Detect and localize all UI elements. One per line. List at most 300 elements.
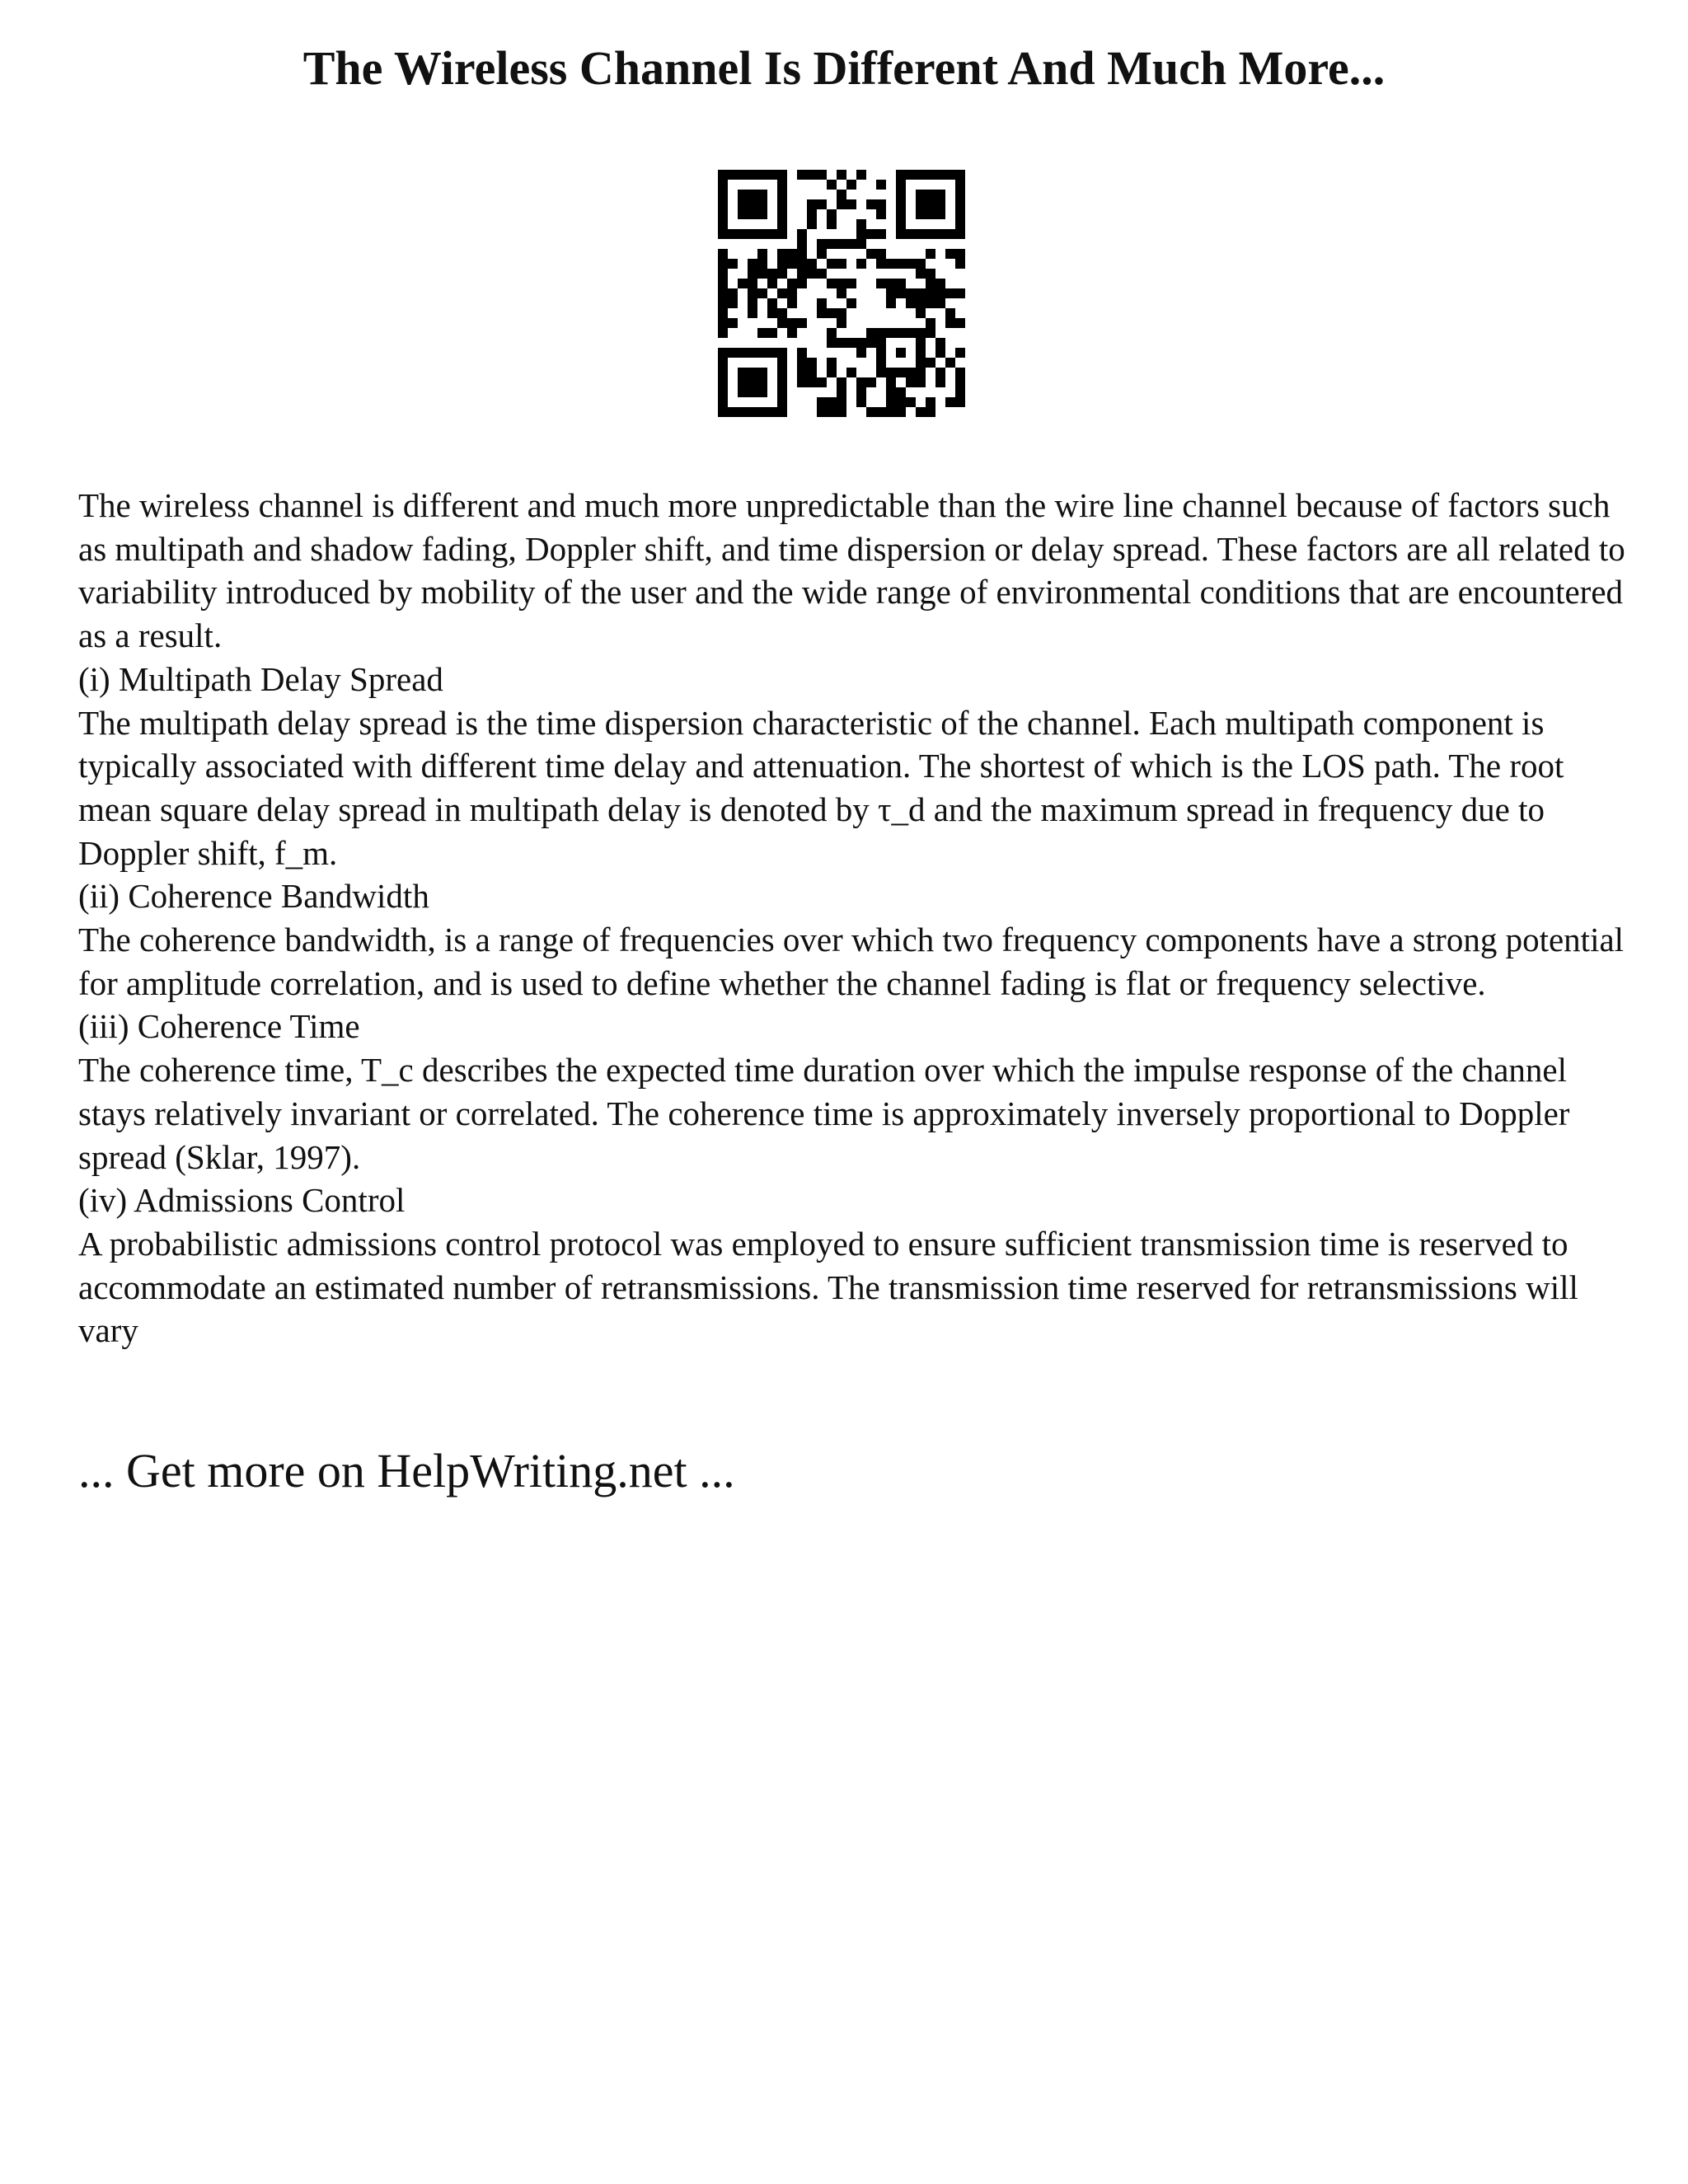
- qr-module: [827, 259, 837, 269]
- intro-paragraph: The wireless channel is different and much more unpredictable than the wire line channel because of factors such as multipath and shadow fading, Doppler shift, and time dispersion or delay spread. These factors are all related to variability introduced by mobility of the user and the wide range of environmental conditions that are encountered as a result.: [78, 486, 1625, 655]
- qr-module: [955, 170, 965, 180]
- qr-module: [728, 288, 738, 298]
- helpwriting-link[interactable]: ... Get more on HelpWriting.net ...: [78, 1444, 735, 1497]
- qr-module: [728, 318, 738, 328]
- qr-module: [876, 338, 886, 348]
- qr-module: [896, 328, 906, 338]
- qr-module: [837, 239, 846, 249]
- qr-module: [827, 279, 837, 288]
- qr-module: [728, 229, 738, 239]
- qr-module: [718, 259, 728, 269]
- qr-module: [777, 407, 787, 417]
- qr-module: [856, 338, 866, 348]
- qr-module: [837, 377, 846, 387]
- qr-module: [757, 348, 767, 358]
- qr-module: [777, 348, 787, 358]
- qr-module: [926, 407, 935, 417]
- qr-module: [856, 170, 866, 180]
- qr-module: [837, 397, 846, 407]
- qr-module: [777, 259, 787, 269]
- qr-module: [896, 219, 906, 229]
- qr-module: [787, 318, 797, 328]
- qr-module: [817, 407, 827, 417]
- qr-module: [926, 209, 935, 219]
- qr-module: [757, 190, 767, 199]
- qr-module: [797, 377, 807, 387]
- qr-module: [926, 288, 935, 298]
- qr-module: [738, 279, 748, 288]
- qr-module: [935, 229, 945, 239]
- qr-module: [935, 279, 945, 288]
- qr-module: [718, 279, 728, 288]
- qr-module: [906, 368, 916, 377]
- qr-module: [718, 199, 728, 209]
- qr-module: [935, 209, 945, 219]
- qr-module: [846, 239, 856, 249]
- qr-module: [787, 279, 797, 288]
- qr-module: [945, 170, 955, 180]
- qr-module: [926, 318, 935, 328]
- qr-module: [955, 387, 965, 397]
- qr-module: [738, 229, 748, 239]
- qr-module: [718, 387, 728, 397]
- qr-module: [807, 358, 817, 368]
- qr-module: [846, 298, 856, 308]
- qr-module: [945, 358, 955, 368]
- qr-module: [945, 318, 955, 328]
- qr-module: [718, 368, 728, 377]
- qr-module: [757, 269, 767, 279]
- qr-module: [955, 368, 965, 377]
- qr-module: [955, 209, 965, 219]
- qr-module: [896, 209, 906, 219]
- qr-module: [817, 269, 827, 279]
- qr-module: [856, 397, 866, 407]
- qr-module: [748, 308, 757, 318]
- qr-module: [876, 249, 886, 259]
- qr-module: [926, 298, 935, 308]
- qr-module: [926, 199, 935, 209]
- qr-module: [916, 328, 926, 338]
- qr-module: [955, 318, 965, 328]
- qr-module: [728, 259, 738, 269]
- qr-module: [777, 288, 787, 298]
- qr-module: [817, 249, 827, 259]
- qr-module: [738, 209, 748, 219]
- qr-module: [718, 288, 728, 298]
- qr-module: [767, 269, 777, 279]
- qr-module: [945, 229, 955, 239]
- qr-module: [777, 229, 787, 239]
- qr-module: [797, 348, 807, 358]
- qr-module: [886, 368, 896, 377]
- qr-module: [787, 288, 797, 298]
- qr-module: [757, 170, 767, 180]
- qr-module: [777, 377, 787, 387]
- qr-module: [748, 199, 757, 209]
- qr-module: [926, 279, 935, 288]
- qr-module: [807, 259, 817, 269]
- qr-module: [886, 377, 896, 387]
- qr-module: [767, 279, 777, 288]
- section-heading-coherence-bandwidth: (ii) Coherence Bandwidth: [78, 877, 429, 916]
- qr-module: [777, 397, 787, 407]
- qr-module: [718, 219, 728, 229]
- qr-module: [955, 288, 965, 298]
- qr-module: [916, 209, 926, 219]
- qr-module: [837, 318, 846, 328]
- qr-module: [718, 397, 728, 407]
- qr-module: [896, 229, 906, 239]
- qr-module: [827, 397, 837, 407]
- qr-module: [787, 249, 797, 259]
- qr-module: [837, 288, 846, 298]
- qr-module: [748, 190, 757, 199]
- qr-module: [757, 288, 767, 298]
- qr-module: [748, 348, 757, 358]
- qr-module: [916, 170, 926, 180]
- qr-module: [728, 170, 738, 180]
- qr-module: [896, 180, 906, 190]
- qr-module: [896, 397, 906, 407]
- qr-module: [896, 170, 906, 180]
- qr-module: [767, 229, 777, 239]
- qr-module: [757, 259, 767, 269]
- coherence-bandwidth-paragraph: The coherence bandwidth, is a range of frequencies over which two frequency components have a strong potential for amplitude correlation, and is used to define whether the channel fading is flat or frequency selective.: [78, 921, 1625, 1002]
- qr-module: [896, 368, 906, 377]
- qr-module: [866, 407, 876, 417]
- qr-module: [777, 368, 787, 377]
- article-body: [78, 484, 1628, 1352]
- qr-module: [886, 259, 896, 269]
- qr-module: [807, 269, 817, 279]
- qr-module: [738, 387, 748, 397]
- qr-module: [807, 368, 817, 377]
- section-heading-coherence-time: (iii) Coherence Time: [78, 1007, 360, 1046]
- qr-module: [718, 407, 728, 417]
- qr-module: [876, 328, 886, 338]
- qr-module: [767, 328, 777, 338]
- qr-module: [748, 269, 757, 279]
- qr-module: [886, 387, 896, 397]
- qr-module: [757, 407, 767, 417]
- qr-module: [916, 338, 926, 348]
- qr-module: [876, 348, 886, 358]
- qr-module: [777, 269, 787, 279]
- qr-module: [718, 358, 728, 368]
- qr-module: [728, 348, 738, 358]
- qr-module: [935, 170, 945, 180]
- qr-module: [866, 338, 876, 348]
- section-heading-multipath-delay-spread: (i) Multipath Delay Spread: [78, 659, 443, 698]
- qr-module: [807, 199, 817, 209]
- qr-module: [767, 407, 777, 417]
- qr-module: [748, 279, 757, 288]
- qr-module: [718, 180, 728, 190]
- qr-module: [827, 358, 837, 368]
- qr-module: [837, 170, 846, 180]
- qr-module: [817, 170, 827, 180]
- qr-module: [906, 298, 916, 308]
- qr-module: [738, 199, 748, 209]
- qr-module: [896, 387, 906, 397]
- multipath-delay-spread-paragraph: The multipath delay spread is the time dispersion characteristic of the channel. Each multipath component is typically associated with different time delay and attenuation. The shortest of which is the LOS path. The root mean square delay spread in multipath delay is denoted by τ_d and the maximum spread in frequency due to Doppler shift, f_m.: [78, 703, 1564, 872]
- qr-module: [876, 180, 886, 190]
- qr-module: [926, 269, 935, 279]
- qr-module: [748, 387, 757, 397]
- qr-module: [738, 377, 748, 387]
- qr-module: [916, 199, 926, 209]
- qr-module: [748, 229, 757, 239]
- qr-module: [945, 288, 955, 298]
- qr-module: [955, 190, 965, 199]
- qr-module: [935, 338, 945, 348]
- qr-module: [876, 358, 886, 368]
- qr-module: [718, 190, 728, 199]
- qr-module: [886, 288, 896, 298]
- qr-module: [896, 199, 906, 209]
- qr-module: [718, 170, 728, 180]
- qr-module: [866, 328, 876, 338]
- qr-module: [738, 190, 748, 199]
- qr-module: [718, 328, 728, 338]
- qr-module: [886, 397, 896, 407]
- qr-module: [935, 190, 945, 199]
- qr-module: [935, 288, 945, 298]
- qr-module: [906, 229, 916, 239]
- qr-module: [896, 190, 906, 199]
- qr-module: [757, 249, 767, 259]
- qr-module: [748, 368, 757, 377]
- coherence-time-paragraph: The coherence time, T_c describes the expected time duration over which the impulse response of the channel stays relatively invariant or correlated. The coherence time is approximately inversely proportional to Doppler spread (Sklar, 1997).: [78, 1051, 1570, 1176]
- qr-module: [846, 338, 856, 348]
- qr-module: [837, 338, 846, 348]
- qr-module: [916, 348, 926, 358]
- qr-module: [817, 377, 827, 387]
- qr-module: [718, 249, 728, 259]
- qr-module: [935, 377, 945, 387]
- qr-module: [876, 407, 886, 417]
- page-title: The Wireless Channel Is Different And Much More...: [302, 41, 1386, 95]
- qr-module: [866, 377, 876, 387]
- qr-module: [797, 170, 807, 180]
- qr-module: [886, 407, 896, 417]
- qr-module: [945, 397, 955, 407]
- qr-module: [906, 170, 916, 180]
- qr-module: [827, 338, 837, 348]
- qr-module: [817, 239, 827, 249]
- qr-module: [738, 170, 748, 180]
- qr-code-graphic: [718, 170, 965, 417]
- qr-code-icon[interactable]: [718, 170, 965, 417]
- qr-module: [738, 348, 748, 358]
- qr-module: [856, 219, 866, 229]
- qr-module: [748, 407, 757, 417]
- qr-module: [787, 298, 797, 308]
- qr-module: [767, 348, 777, 358]
- qr-module: [866, 229, 876, 239]
- qr-module: [955, 249, 965, 259]
- qr-module: [827, 180, 837, 190]
- qr-module: [926, 229, 935, 239]
- qr-module: [718, 209, 728, 219]
- qr-module: [955, 219, 965, 229]
- qr-module: [837, 259, 846, 269]
- qr-module: [817, 397, 827, 407]
- qr-module: [827, 219, 837, 229]
- qr-module: [916, 190, 926, 199]
- qr-module: [837, 279, 846, 288]
- qr-module: [886, 298, 896, 308]
- qr-module: [807, 209, 817, 219]
- qr-module: [718, 348, 728, 358]
- qr-module: [856, 239, 866, 249]
- qr-module: [777, 318, 787, 328]
- qr-module: [876, 279, 886, 288]
- qr-module: [926, 358, 935, 368]
- qr-module: [896, 348, 906, 358]
- qr-module: [856, 377, 866, 387]
- qr-module: [827, 308, 837, 318]
- qr-module: [886, 328, 896, 338]
- qr-module: [876, 368, 886, 377]
- qr-module: [906, 328, 916, 338]
- qr-module: [797, 318, 807, 328]
- qr-module: [797, 259, 807, 269]
- qr-module: [856, 387, 866, 397]
- qr-module: [777, 358, 787, 368]
- qr-module: [837, 407, 846, 417]
- qr-module: [767, 170, 777, 180]
- qr-module: [846, 180, 856, 190]
- qr-module: [846, 199, 856, 209]
- qr-module: [955, 229, 965, 239]
- qr-module: [906, 377, 916, 387]
- qr-module: [926, 397, 935, 407]
- qr-module: [748, 288, 757, 298]
- qr-module: [955, 259, 965, 269]
- qr-module: [856, 348, 866, 358]
- qr-module: [728, 298, 738, 308]
- qr-module: [916, 298, 926, 308]
- qr-module: [906, 259, 916, 269]
- qr-module: [926, 170, 935, 180]
- qr-module: [876, 229, 886, 239]
- qr-module: [777, 180, 787, 190]
- qr-module: [797, 269, 807, 279]
- qr-module: [807, 170, 817, 180]
- qr-module: [757, 229, 767, 239]
- qr-module: [935, 368, 945, 377]
- qr-module: [777, 199, 787, 209]
- qr-module: [777, 308, 787, 318]
- qr-module: [767, 298, 777, 308]
- admissions-control-paragraph: A probabilistic admissions control protocol was employed to ensure sufficient transmission time is reserved to accommodate an estimated number of retransmissions. The transmission time reserved for retransmissions will vary: [78, 1224, 1578, 1350]
- qr-module: [856, 259, 866, 269]
- qr-module: [837, 199, 846, 209]
- qr-module: [748, 209, 757, 219]
- qr-module: [916, 288, 926, 298]
- qr-module: [777, 190, 787, 199]
- qr-module: [935, 348, 945, 358]
- qr-module: [827, 209, 837, 219]
- qr-module: [718, 229, 728, 239]
- qr-module: [748, 170, 757, 180]
- qr-module: [926, 249, 935, 259]
- qr-module: [837, 308, 846, 318]
- qr-module: [955, 199, 965, 209]
- qr-module: [767, 308, 777, 318]
- qr-module: [827, 328, 837, 338]
- qr-module: [748, 298, 757, 308]
- qr-module: [718, 377, 728, 387]
- qr-module: [916, 407, 926, 417]
- qr-module: [787, 259, 797, 269]
- qr-module: [757, 328, 767, 338]
- qr-module: [935, 298, 945, 308]
- qr-module: [896, 279, 906, 288]
- qr-module: [807, 219, 817, 229]
- qr-module: [926, 328, 935, 338]
- qr-module: [896, 407, 906, 417]
- qr-module: [866, 199, 876, 209]
- qr-module: [757, 209, 767, 219]
- qr-module: [945, 308, 955, 318]
- qr-module: [955, 397, 965, 407]
- qr-module: [827, 368, 837, 377]
- qr-module: [797, 358, 807, 368]
- qr-module: [856, 229, 866, 239]
- qr-module: [757, 199, 767, 209]
- qr-module: [777, 209, 787, 219]
- qr-module: [797, 249, 807, 259]
- qr-module: [718, 269, 728, 279]
- qr-module: [827, 407, 837, 417]
- qr-module: [817, 308, 827, 318]
- qr-module: [718, 308, 728, 318]
- qr-module: [777, 219, 787, 229]
- qr-module: [757, 387, 767, 397]
- qr-module: [777, 387, 787, 397]
- qr-module: [945, 249, 955, 259]
- qr-module: [916, 229, 926, 239]
- qr-module: [787, 328, 797, 338]
- qr-module: [797, 239, 807, 249]
- qr-module: [876, 259, 886, 269]
- qr-module: [906, 397, 916, 407]
- qr-module: [797, 279, 807, 288]
- qr-module: [817, 298, 827, 308]
- qr-module: [916, 308, 926, 318]
- qr-module: [748, 377, 757, 387]
- qr-module: [906, 288, 916, 298]
- qr-module: [827, 239, 837, 249]
- qr-module: [797, 368, 807, 377]
- qr-module: [876, 209, 886, 219]
- qr-module: [926, 190, 935, 199]
- qr-module: [916, 377, 926, 387]
- qr-module: [757, 377, 767, 387]
- qr-module: [718, 298, 728, 308]
- qr-module: [896, 288, 906, 298]
- section-heading-admissions-control: (iv) Admissions Control: [78, 1181, 406, 1220]
- qr-module: [886, 279, 896, 288]
- qr-module: [955, 348, 965, 358]
- qr-module: [757, 368, 767, 377]
- qr-module: [738, 368, 748, 377]
- qr-module: [955, 180, 965, 190]
- qr-module: [797, 229, 807, 239]
